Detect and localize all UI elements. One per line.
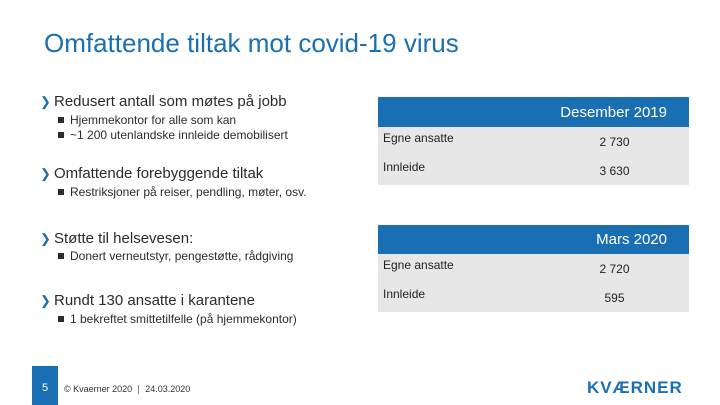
sub-bullet-1-1: [58, 113, 236, 127]
sub-bullet-text: Donert verneutstyr, pengestøtte, rådgiving: [70, 249, 294, 263]
footer-divider: [138, 385, 139, 394]
bullet-3-text: Støtte til helsevesen:: [54, 230, 194, 247]
sub-bullet-text: Hjemmekontor for alle som kan: [70, 113, 237, 127]
row-label: Egne ansatte: [383, 258, 454, 272]
footer-text: [64, 384, 190, 394]
copyright: © Kvaerner 2020: [64, 384, 133, 394]
slide-title: Omfattende tiltak mot covid-19 virus: [44, 28, 459, 58]
row-label: Innleide: [383, 287, 426, 301]
table-march-2020: [378, 225, 689, 312]
bullet-4-text: Rundt 130 ansatte i karantene: [54, 292, 255, 309]
sub-bullet-1-2: [58, 128, 288, 142]
square-bullet-icon: [58, 117, 64, 123]
table-header: Desember 2019: [378, 97, 689, 127]
row-value: 3 630: [599, 164, 630, 178]
sub-bullet-text: ~1 200 utenlandske innleide demobilisert: [70, 128, 288, 142]
bullet-2: [40, 165, 263, 182]
footer-date: 24.03.2020: [145, 384, 191, 394]
bullet-3: [40, 230, 193, 247]
table-december-2019: [378, 97, 689, 185]
table-header: Mars 2020: [378, 225, 689, 254]
table-row: [378, 127, 689, 156]
sub-bullet-4-1: [58, 312, 297, 326]
square-bullet-icon: [58, 189, 64, 195]
bullet-1-text: Redusert antall som møtes på jobb: [54, 93, 287, 110]
sub-bullet-2-1: [58, 185, 307, 199]
row-label: Egne ansatte: [383, 131, 454, 145]
row-value: 2 720: [599, 262, 630, 276]
row-label: Innleide: [383, 160, 426, 174]
square-bullet-icon: [58, 316, 64, 322]
chevron-right-icon: ❯: [40, 166, 51, 181]
bullet-2-text: Omfattende forebyggende tiltak: [54, 165, 264, 182]
table-row: [378, 254, 689, 283]
table-row: [378, 283, 689, 312]
sub-bullet-text: 1 bekreftet smittetilfelle (på hjemmekontor): [70, 312, 297, 326]
square-bullet-icon: [58, 253, 64, 259]
chevron-right-icon: ❯: [40, 293, 51, 308]
kvaerner-logo: KVÆRNER: [587, 378, 683, 397]
bullet-4: [40, 292, 255, 309]
table-row: [378, 156, 689, 185]
row-value: 595: [604, 291, 625, 305]
sub-bullet-text: Restriksjoner på reiser, pendling, møter, osv.: [70, 185, 307, 199]
chevron-right-icon: ❯: [40, 231, 51, 246]
chevron-right-icon: ❯: [40, 94, 51, 109]
page-number: 5: [32, 366, 58, 405]
row-value: 2 730: [599, 135, 630, 149]
sub-bullet-3-1: [58, 249, 293, 263]
square-bullet-icon: [58, 132, 64, 138]
bullet-1: [40, 93, 287, 110]
